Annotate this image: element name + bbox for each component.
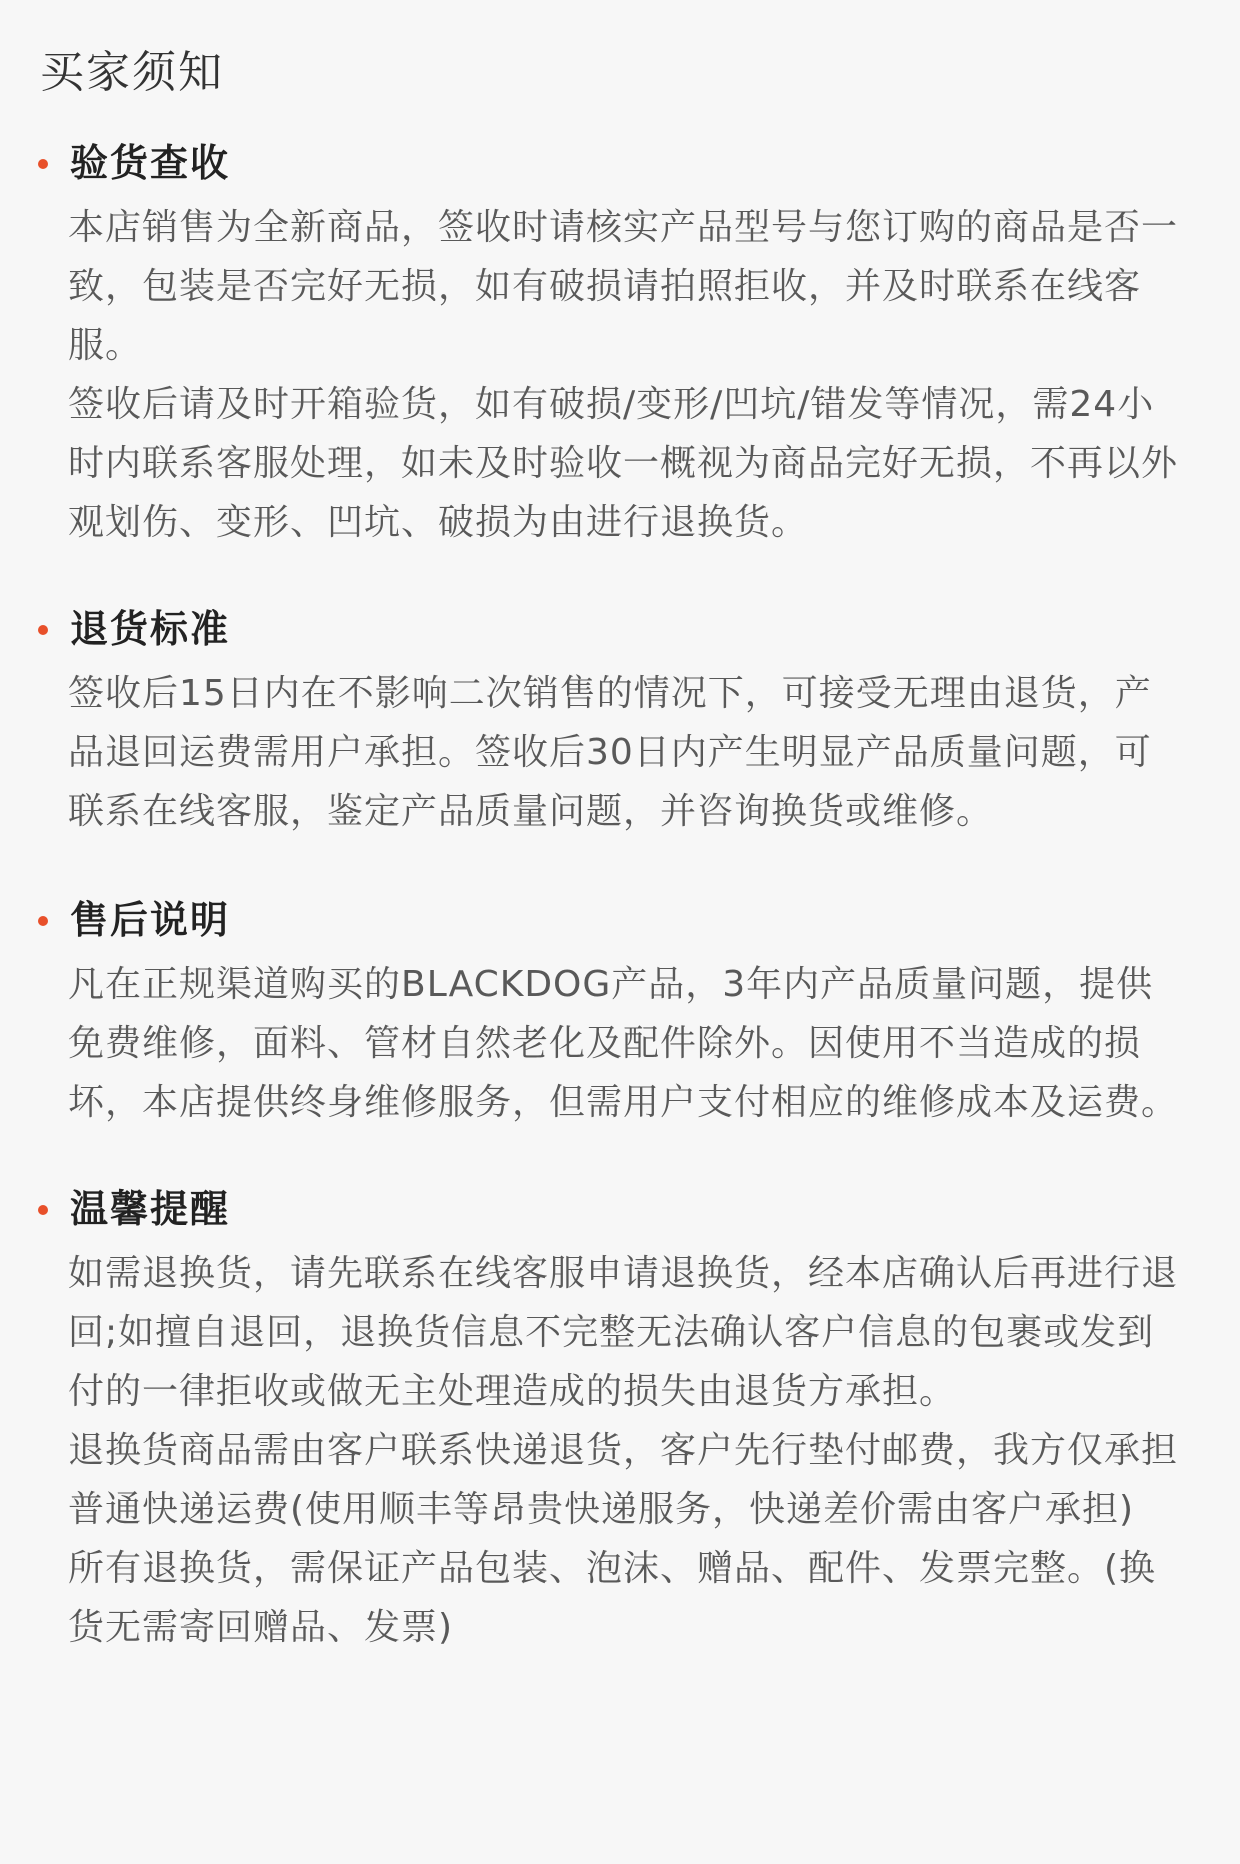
- section-return-standard: [0, 594, 1240, 841]
- paragraph: 签收后15日内在不影响二次销售的情况下，可接受无理由退货，产品退回运费需用户承担。签收后30日内产生明显产品质量问题，可联系在线客服，鉴定产品质量问题，并咨询换货或维修。: [68, 673, 1152, 832]
- section-header: [0, 594, 1240, 664]
- section-header: [0, 885, 1240, 955]
- section-title: 验货查收: [70, 141, 231, 185]
- paragraph: 所有退换货，需保证产品包装、泡沫、赠品、配件、发票完整。(换货无需寄回赠品、发票): [68, 1548, 1157, 1648]
- section-body: [68, 955, 1188, 1132]
- section-reminder: [0, 1174, 1240, 1657]
- section-header: [0, 128, 1240, 198]
- section-title: 退货标准: [70, 607, 231, 651]
- section-title: 售后说明: [70, 898, 231, 942]
- paragraph: 本店销售为全新商品，签收时请核实产品型号与您订购的商品是否一致，包装是否完好无损，如有破损请拍照拒收，并及时联系在线客服。: [68, 207, 1179, 366]
- page-title: 买家须知: [40, 47, 224, 98]
- paragraph: 签收后请及时开箱验货，如有破损/变形/凹坑/错发等情况，需24小时内联系客服处理，如未及时验收一概视为商品完好无损，不再以外观划伤、变形、凹坑、破损为由进行退换货。: [68, 384, 1179, 543]
- paragraph: 凡在正规渠道购买的BLACKDOG产品，3年内产品质量问题，提供免费维修，面料、管材自然老化及配件除外。因使用不当造成的损坏，本店提供终身维修服务，但需用户支付相应的维修成本及运费。: [68, 964, 1179, 1123]
- paragraph: 退换货商品需由客户联系快递退货，客户先行垫付邮费，我方仅承担普通快递运费(使用顺丰等昂贵快递服务，快递差价需由客户承担): [68, 1430, 1179, 1530]
- section-header: [0, 1174, 1240, 1244]
- bullet-icon: [38, 916, 48, 926]
- section-body: [68, 1244, 1188, 1657]
- section-title: 温馨提醒: [70, 1187, 231, 1231]
- section-body: [68, 664, 1188, 841]
- bullet-icon: [38, 159, 48, 169]
- section-inspection: [0, 128, 1240, 552]
- paragraph: 如需退换货，请先联系在线客服申请退换货，经本店确认后再进行退回;如擅自退回，退换货信息不完整无法确认客户信息的包裹或发到付的一律拒收或做无主处理造成的损失由退货方承担。: [68, 1253, 1179, 1412]
- bullet-icon: [38, 1205, 48, 1215]
- section-body: [68, 198, 1188, 552]
- bullet-icon: [38, 625, 48, 635]
- section-after-sales: [0, 885, 1240, 1132]
